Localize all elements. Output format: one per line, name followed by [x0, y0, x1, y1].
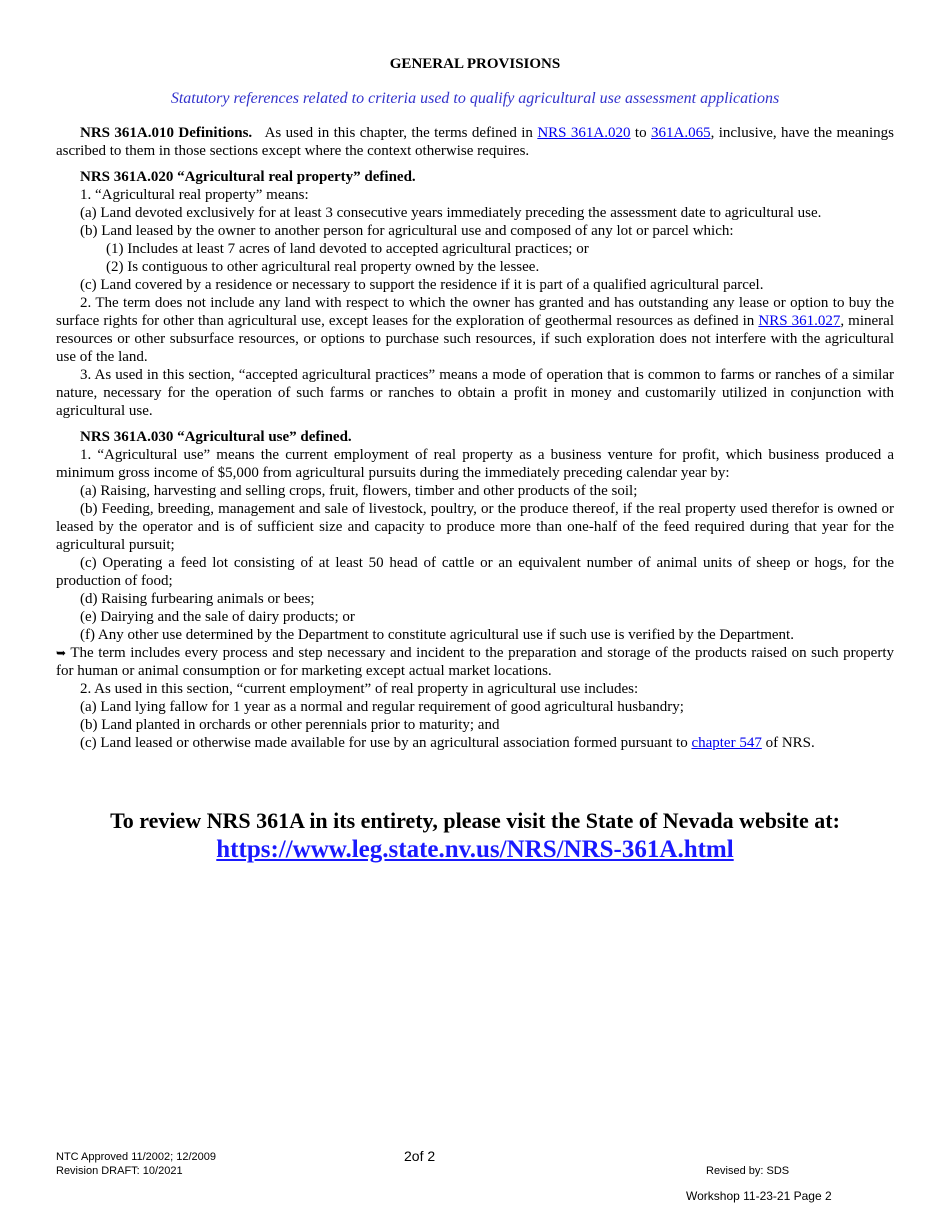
- section-heading: GENERAL PROVISIONS: [389, 56, 561, 72]
- link-nrs-361-027[interactable]: NRS 361.027: [758, 313, 841, 329]
- s020-item-a: (a) Land devoted exclusively for at least 3 consecutive years immediately preceding the assessment date to agricultural use.: [80, 205, 822, 221]
- s030-item-e: (e) Dairying and the sale of dairy products; or: [80, 609, 355, 625]
- s030-item-2a: (a) Land lying fallow for 1 year as a normal and regular requirement of good agricultural husbandry;: [80, 699, 684, 715]
- s020-item-b1: (1) Includes at least 7 acres of land devoted to accepted agricultural practices; or: [106, 241, 589, 257]
- section-subtitle: Statutory references related to criteria used to qualify agricultural use assessment applications: [170, 90, 780, 107]
- s030-item-b: (b) Feeding, breeding, management and sale of livestock, poultry, or the produce thereof, if the real property used therefor is owned or leased by the operator and is of sufficient size and capacity to produce more than one-half of the feed required during that year for the agricultural pursuit;: [56, 501, 894, 553]
- s030-item-1: 1. “Agricultural use” means the current employment of real property as a business venture for profit, which business produced a minimum gross income of $5,000 from agricultural pursuits during the immediately preceding calendar year by:: [56, 447, 894, 481]
- document-body: [56, 124, 894, 752]
- s030-item-2b: (b) Land planted in orchards or other perennials prior to maturity; and: [80, 717, 500, 733]
- s030-item-f: (f) Any other use determined by the Department to constitute agricultural use if such use is verified by the Department.: [80, 627, 794, 643]
- s020-item-1: 1. “Agricultural real property” means:: [80, 187, 309, 203]
- footer-approved: NTC Approved 11/2002; 12/2009: [56, 1151, 217, 1163]
- s030-item-a: (a) Raising, harvesting and selling crops, fruit, flowers, timber and other products of the soil;: [80, 483, 638, 499]
- footer-revision: Revision DRAFT: 10/2021: [56, 1165, 183, 1177]
- s020-item-b: (b) Land leased by the owner to another person for agricultural use and composed of any lot or parcel which:: [80, 223, 734, 239]
- review-callout-text: To review NRS 361A in its entirety, please visit the State of Nevada website at:: [110, 808, 840, 833]
- footer-revised-by: Revised by: SDS: [706, 1165, 790, 1177]
- s020-item-c: (c) Land covered by a residence or necessary to support the residence if it is part of a qualified agricultural parcel.: [80, 277, 764, 293]
- link-361a-065[interactable]: 361A.065: [650, 125, 711, 141]
- s020-item-2: 2. The term does not include any land with respect to which the owner has granted and has outstanding any lease or option to buy the surface rights for other than agricultural use, except leases for the exploration of geothermal resources as defined in NRS 361.027, mineral resources or other subsurface resources, or options to purchase such resources, if such exploration does not interfere with the agricultural use of the land.: [56, 295, 894, 365]
- s030-item-2c: (c) Land leased or otherwise made available for use by an agricultural association formed pursuant to chapter 547 of NRS.: [80, 735, 815, 751]
- nrs-361a-010-paragraph: NRS 361A.010 Definitions. As used in this chapter, the terms defined in NRS 361A.020 to 361A.065, inclusive, have the meanings ascribed to them in those sections except where the context otherwise requires.: [56, 125, 894, 159]
- s030-item-2: 2. As used in this section, “current employment” of real property in agricultural use includes:: [80, 681, 639, 697]
- s030-note: ➥ The term includes every process and step necessary and incident to the preparation and storage of the products raised on such property for human or animal consumption or for marketing except actual market locations.: [56, 645, 894, 679]
- link-chapter-547[interactable]: chapter 547: [691, 735, 762, 751]
- footer-page-number: 2of 2: [404, 1148, 436, 1164]
- footer-left: [56, 1150, 216, 1178]
- nrs-361a-020-title: NRS 361A.020 “Agricultural real property” defined.: [80, 169, 416, 185]
- nrs-361a-website-link[interactable]: https://www.leg.state.nv.us/NRS/NRS-361A.html: [216, 836, 734, 863]
- review-callout: [0, 807, 950, 865]
- s030-item-d: (d) Raising furbearing animals or bees;: [80, 591, 315, 607]
- s020-item-3: 3. As used in this section, “accepted agricultural practices” means a mode of operation that is common to farms or ranches of a similar nature, necessary for the operation of such farms or ranches to obtain a profit in money and customarily utilized in conjunction with agricultural use.: [56, 367, 894, 419]
- nrs-361a-010-title: NRS 361A.010 Definitions.: [80, 125, 253, 141]
- link-nrs-361a-020[interactable]: NRS 361A.020: [537, 125, 631, 141]
- s030-item-c: (c) Operating a feed lot consisting of at least 50 head of cattle or an equivalent number of animal units of sheep or hogs, for the production of food;: [56, 555, 894, 589]
- footer-workshop: Workshop 11-23-21 Page 2: [686, 1189, 832, 1203]
- nrs-361a-030-title: NRS 361A.030 “Agricultural use” defined.: [80, 429, 352, 445]
- s020-item-b2: (2) Is contiguous to other agricultural real property owned by the lessee.: [106, 259, 540, 275]
- arrow-icon: ➥: [56, 646, 67, 660]
